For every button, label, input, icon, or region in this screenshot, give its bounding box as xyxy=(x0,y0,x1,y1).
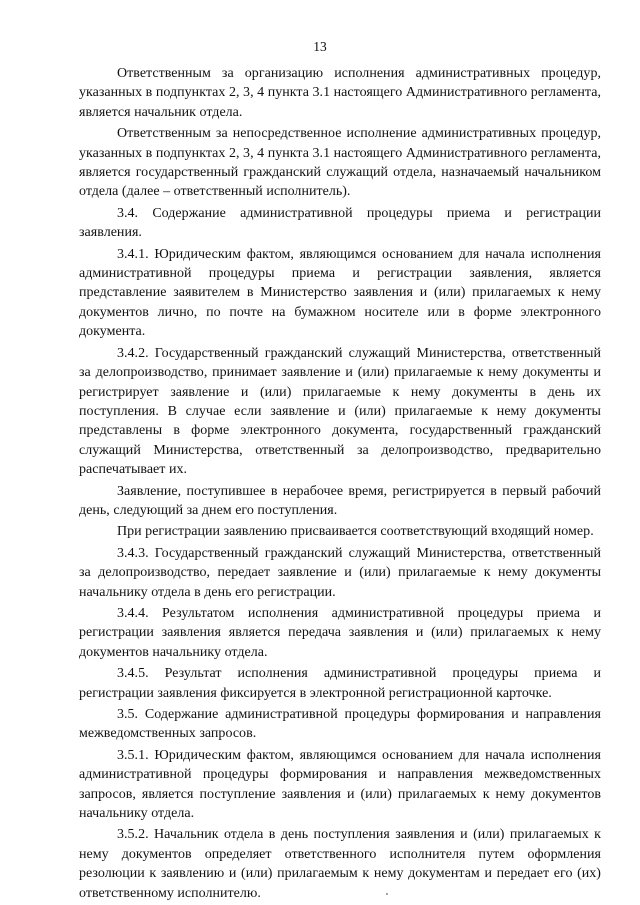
paragraph-section-3-4-4: 3.4.4. Результатом исполнения административной процедуры приема и регистрации заявления является передача заявления и (или) прилагаемых к нему документов начальнику отдела. xyxy=(79,605,601,660)
paragraph-responsible-executor: Ответственным за непосредственное исполнение административных процедур, указанных в подпунктах 2, 3, 4 пункта 3.1 настоящего Административного регламента, является государственный гражданский служащий отдела, назначаемый начальником отдела (далее – ответственный исполнитель). xyxy=(79,126,601,200)
page-number: 13 xyxy=(313,39,327,54)
document-body xyxy=(79,64,601,905)
paragraph-section-3-4-1: 3.4.1. Юридическим фактом, являющимся основанием для начала исполнения административной процедуры приема и регистрации заявления, является представление заявителем в Министерство заявления и (или) прилагаемых к нему документов лично, по почте на бумажном носителе или в форме электронного документа. xyxy=(79,246,601,340)
scan-speck xyxy=(386,893,388,895)
paragraph-section-3-4-3: 3.4.3. Государственный гражданский служащий Министерства, ответственный за делопроизводство, передает заявление и (или) прилагаемые к нему документы начальнику отдела в день его регистрации. xyxy=(79,545,601,600)
paragraph-section-3-4-5: 3.4.5. Результат исполнения административной процедуры приема и регистрации заявления фиксируется в электронной регистрационной карточке. xyxy=(79,666,601,701)
paragraph-section-3-4-2: 3.4.2. Государственный гражданский служащий Министерства, ответственный за делопроизводство, принимает заявление и (или) прилагаемые к нему документы и регистрирует заявление и (или) прилагаемые к нему документы в день их поступления. В случае если заявление и (или) прилагаемые к нему документы представлены в форме электронного документа, государственный гражданский служащий Министерства, ответственный за делопроизводство, предварительно распечатывает их. xyxy=(79,345,601,478)
paragraph-section-3-5-2: 3.5.2. Начальник отдела в день поступления заявления и (или) прилагаемых к нему документов определяет ответственного исполнителя путем оформления резолюции к заявлению и (или) прилагаемым к нему документам и передает его (их) ответственному исполнителю. xyxy=(79,827,601,901)
paragraph-section-3-5: 3.5. Содержание административной процедуры формирования и направления межведомственных запросов. xyxy=(79,707,601,742)
paragraph-registration-number: При регистрации заявлению присваивается соответствующий входящий номер. xyxy=(117,524,594,540)
paragraph-non-working-time: Заявление, поступившее в нерабочее время, регистрируется в первый рабочий день, следующий за днем его поступления. xyxy=(79,483,601,518)
paragraph-section-3-4: 3.4. Содержание административной процедуры приема и регистрации заявления. xyxy=(79,205,601,241)
paragraph-responsible-organization: Ответственным за организацию исполнения административных процедур, указанных в подпунктах 2, 3, 4 пункта 3.1 настоящего Административного регламента, является начальник отдела. xyxy=(79,66,601,120)
paragraph-section-3-5-1: 3.5.1. Юридическим фактом, являющимся основанием для начала исполнения административной процедуры формирования и направления межведомственных запросов, является поступление заявления и (или) прилагаемых к нему документов начальнику отдела. xyxy=(79,747,601,822)
